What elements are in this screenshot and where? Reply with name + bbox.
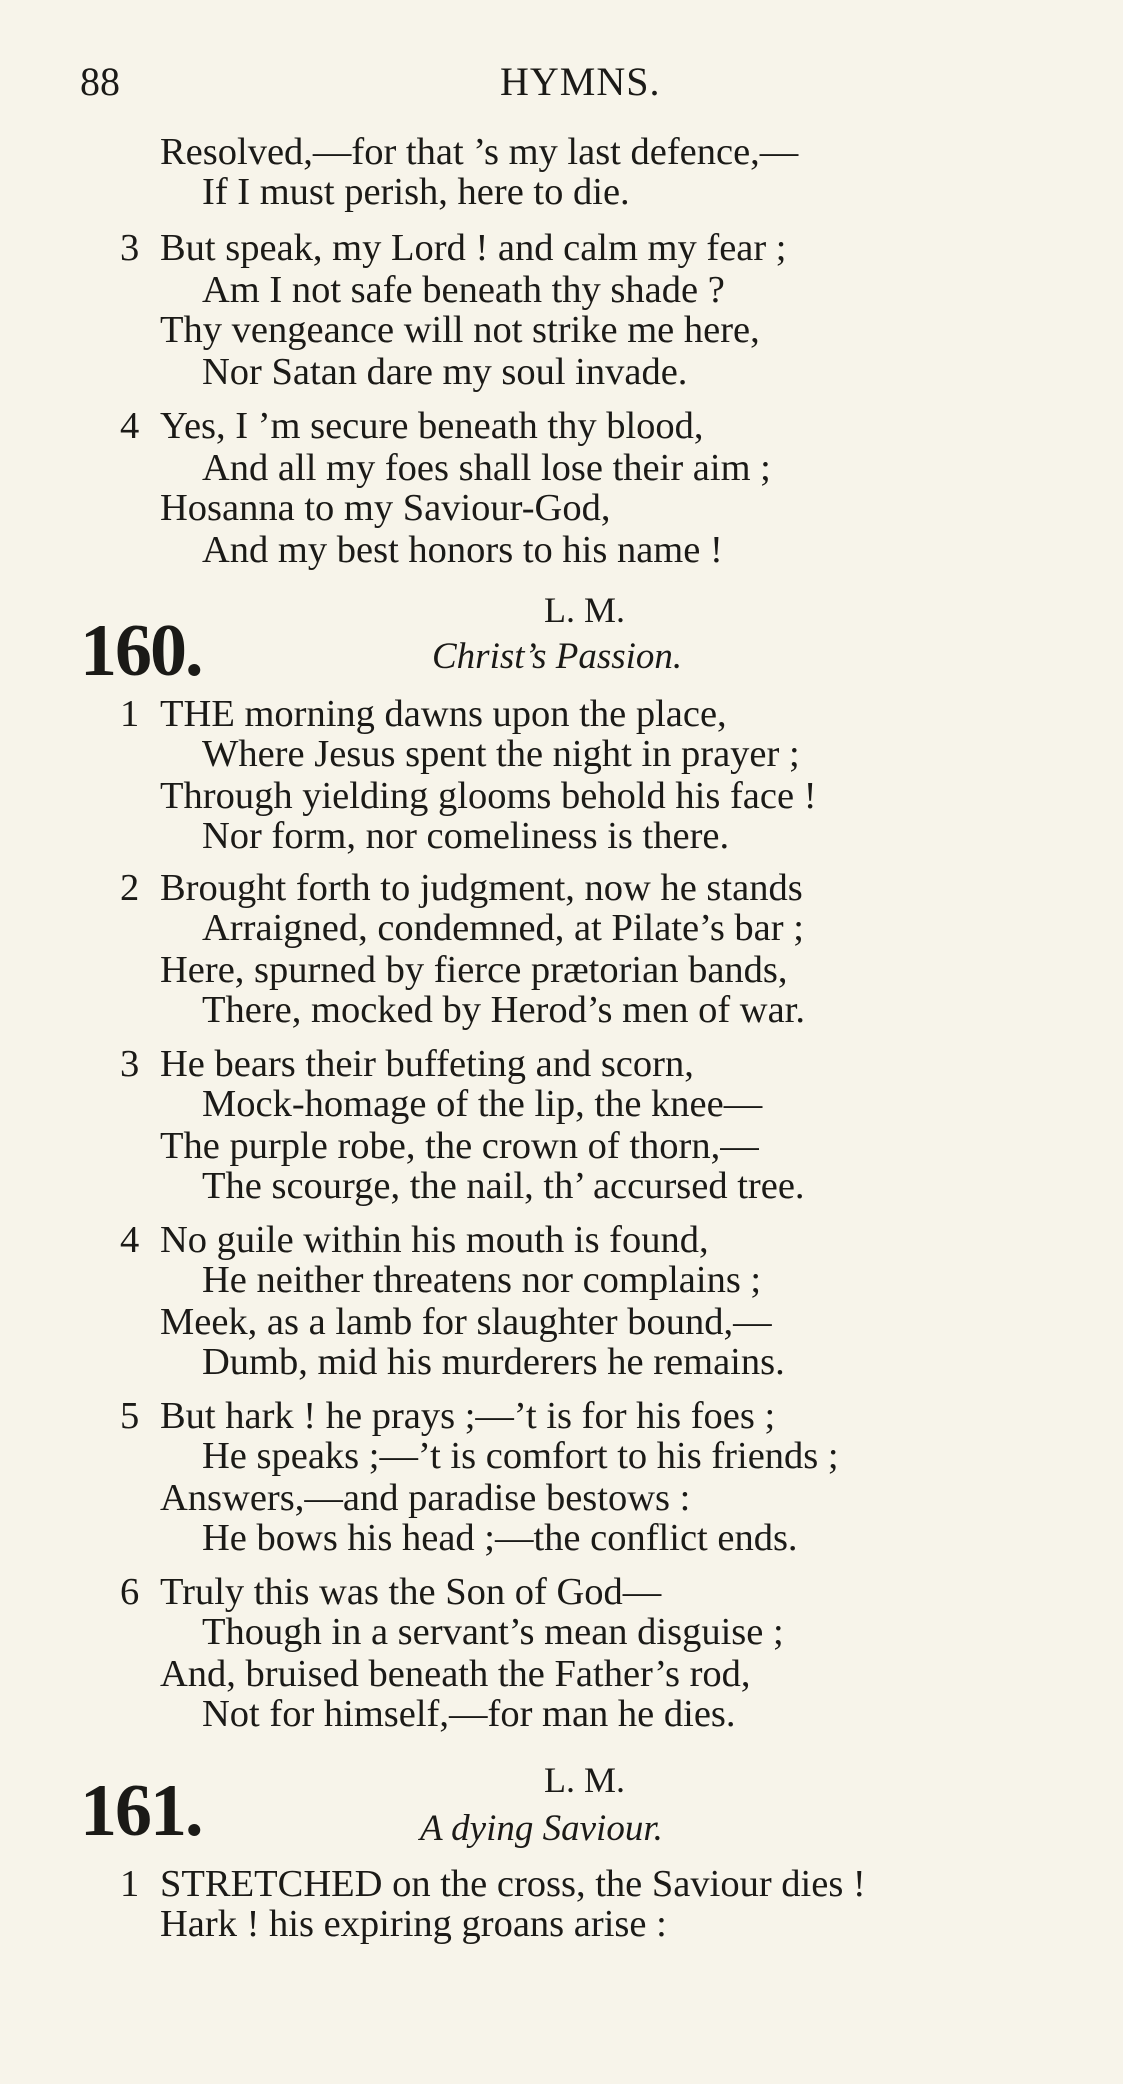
verse-line: The purple robe, the crown of thorn,— xyxy=(160,1125,759,1167)
verse-line: Not for himself,—for man he dies. xyxy=(202,1693,736,1735)
verse-line: There, mocked by Herod’s men of war. xyxy=(202,989,805,1031)
verse-line: Resolved,—for that ’s my last defence,— xyxy=(160,131,799,173)
page-number: 88 xyxy=(80,59,120,104)
verse-line: He bears their buffeting and scorn, xyxy=(160,1043,694,1085)
verse-line: But speak, my Lord ! and calm my fear ; xyxy=(160,227,787,269)
verse-line: Here, spurned by fierce prætorian bands, xyxy=(160,949,788,991)
verse-line: Through yielding glooms behold his face ! xyxy=(160,775,817,817)
verse-line: If I must perish, here to die. xyxy=(202,171,630,213)
verse-line: Answers,—and paradise bestows : xyxy=(160,1477,691,1519)
stanza-number: 4 xyxy=(120,1219,140,1261)
stanza-number: 5 xyxy=(120,1395,140,1437)
verse-line: And, bruised beneath the Father’s rod, xyxy=(160,1653,751,1695)
verse-line: STRETCHED on the cross, the Saviour dies ! xyxy=(160,1863,866,1905)
stanza-number: 1 xyxy=(120,1863,140,1905)
verse-line: THE morning dawns upon the place, xyxy=(160,693,727,735)
running-title: HYMNS. xyxy=(500,59,661,104)
verse-line: Hark ! his expiring groans arise : xyxy=(160,1903,667,1945)
verse-line: Thy vengeance will not strike me here, xyxy=(160,309,760,351)
verse-line: Truly this was the Son of God— xyxy=(160,1571,662,1613)
verse-line: Dumb, mid his murderers he remains. xyxy=(202,1341,785,1383)
stanza-number: 3 xyxy=(120,1043,140,1085)
stanza-number: 1 xyxy=(120,693,140,735)
verse-line: Brought forth to judgment, now he stands xyxy=(160,867,803,909)
hymn-meter: L. M. xyxy=(544,590,625,630)
hymn-meter: L. M. xyxy=(544,1760,625,1800)
hymn-number: 160. xyxy=(80,610,202,692)
stanza-number: 2 xyxy=(120,867,140,909)
verse-line: Nor Satan dare my soul invade. xyxy=(202,351,688,393)
running-head xyxy=(80,58,1043,108)
verse-line: He neither threatens nor complains ; xyxy=(202,1259,762,1301)
verse-line: Arraigned, condemned, at Pilate’s bar ; xyxy=(202,907,804,949)
verse-line: Where Jesus spent the night in prayer ; xyxy=(202,733,800,775)
hymn-title: A dying Saviour. xyxy=(420,1808,663,1849)
stanza-number: 6 xyxy=(120,1571,140,1613)
verse-line: And my best honors to his name ! xyxy=(202,529,723,571)
verse-line: Yes, I ’m secure beneath thy blood, xyxy=(160,405,704,447)
verse-line: Nor form, nor comeliness is there. xyxy=(202,815,730,857)
hymn-number: 161. xyxy=(80,1770,202,1852)
verse-line: Am I not safe beneath thy shade ? xyxy=(202,269,725,311)
verse-line: But hark ! he prays ;—’t is for his foes ; xyxy=(160,1395,776,1437)
verse-line: Mock-homage of the lip, the knee— xyxy=(202,1083,763,1125)
stanza-number: 4 xyxy=(120,405,140,447)
verse-line: Meek, as a lamb for slaughter bound,— xyxy=(160,1301,772,1343)
verse-line: No guile within his mouth is found, xyxy=(160,1219,709,1261)
verse-line: He speaks ;—’t is comfort to his friends ; xyxy=(202,1435,839,1477)
stanza-number: 3 xyxy=(120,227,140,269)
verse-line: He bows his head ;—the conflict ends. xyxy=(202,1517,798,1559)
verse-line: And all my foes shall lose their aim ; xyxy=(202,447,771,489)
verse-line: The scourge, the nail, th’ accursed tree. xyxy=(202,1165,805,1207)
hymn-title: Christ’s Passion. xyxy=(432,636,683,677)
verse-line: Though in a servant’s mean disguise ; xyxy=(202,1611,784,1653)
verse-line: Hosanna to my Saviour-God, xyxy=(160,487,611,529)
